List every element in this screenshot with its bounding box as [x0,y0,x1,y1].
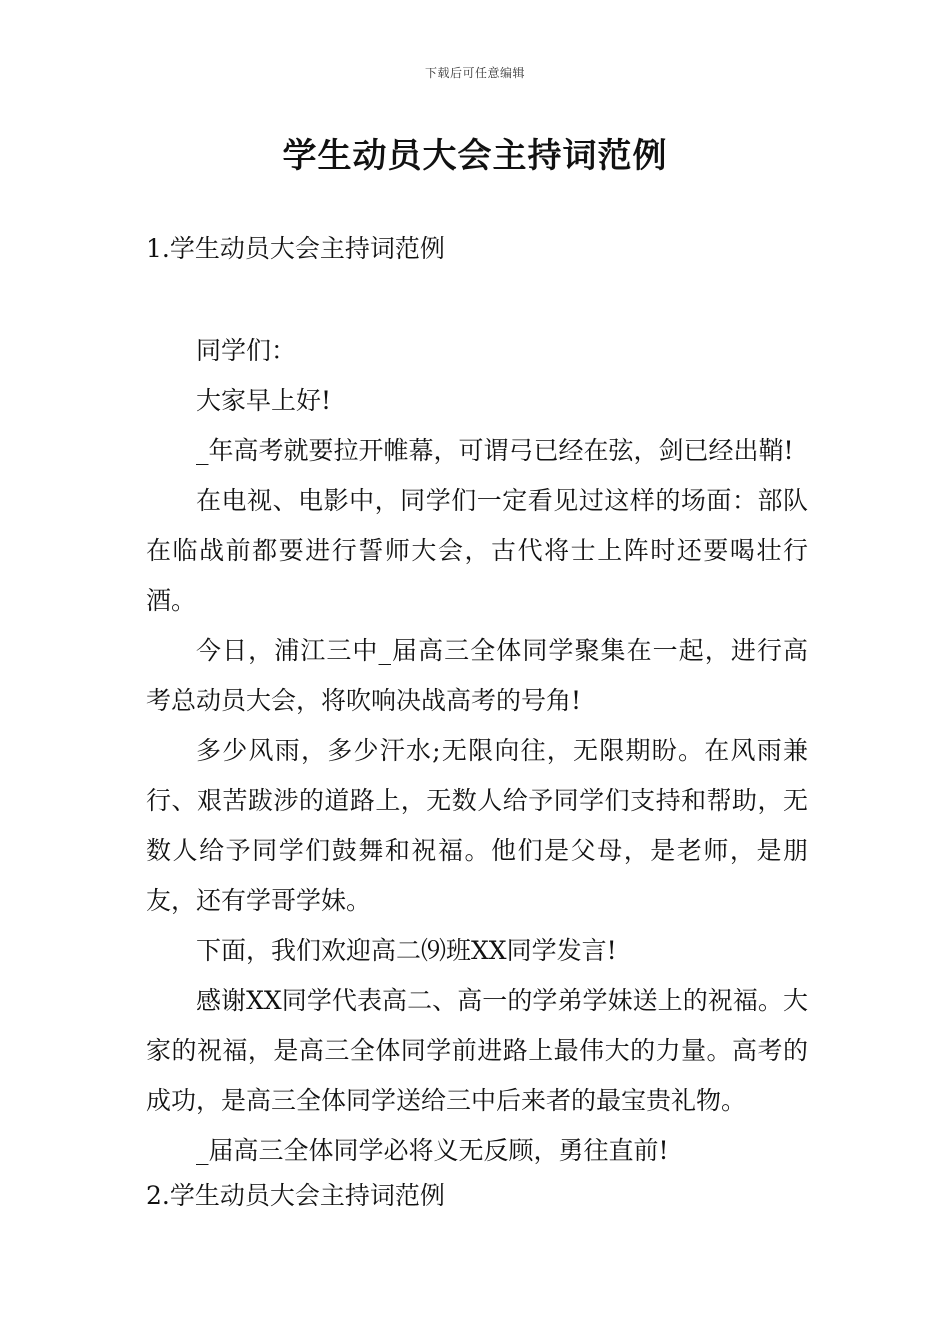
paragraph-support: 多少风雨，多少汗水;无限向往，无限期盼。在风雨兼行、艰苦跋涉的道路上，无数人给予同学们支持和帮助，无数人给予同学们鼓舞和祝福。他们是父母，是老师，是朋友，还有学哥学妹。 [146,736,808,915]
document-title: 学生动员大会主持词范例 [282,136,668,176]
paragraph-good-morning: 大家早上好! [196,386,332,415]
paragraph-today: 今日，浦江三中_届高三全体同学聚集在一起，进行高考总动员大会，将吹响决战高考的号角! [146,636,808,715]
header-note: 下载后可任意编辑 [424,66,525,80]
section-heading-2: 2.学生动员大会主持词范例 [146,1181,445,1210]
section-heading-1: 1.学生动员大会主持词范例 [146,234,445,263]
paragraph-welcome-speaker: 下面，我们欢迎高二⑼班XX同学发言! [196,936,617,965]
paragraph-military-analogy: 在电视、电影中，同学们一定看见过这样的场面：部队在临战前都要进行誓师大会，古代将士上阵时还要喝壮行酒。 [146,486,808,615]
paragraph-greeting: 同学们： [196,336,297,365]
paragraph-exam-opening: _年高考就要拉开帷幕，可谓弓已经在弦，剑已经出鞘! [196,436,794,465]
paragraph-thanks: 感谢XX同学代表高二、高一的学弟学妹送上的祝福。大家的祝福，是高三全体同学前进路上最伟大的力量。高考的成功，是高三全体同学送给三中后来者的最宝贵礼物。 [146,986,808,1115]
paragraph-resolve: _届高三全体同学必将义无反顾，勇往直前! [196,1136,669,1165]
